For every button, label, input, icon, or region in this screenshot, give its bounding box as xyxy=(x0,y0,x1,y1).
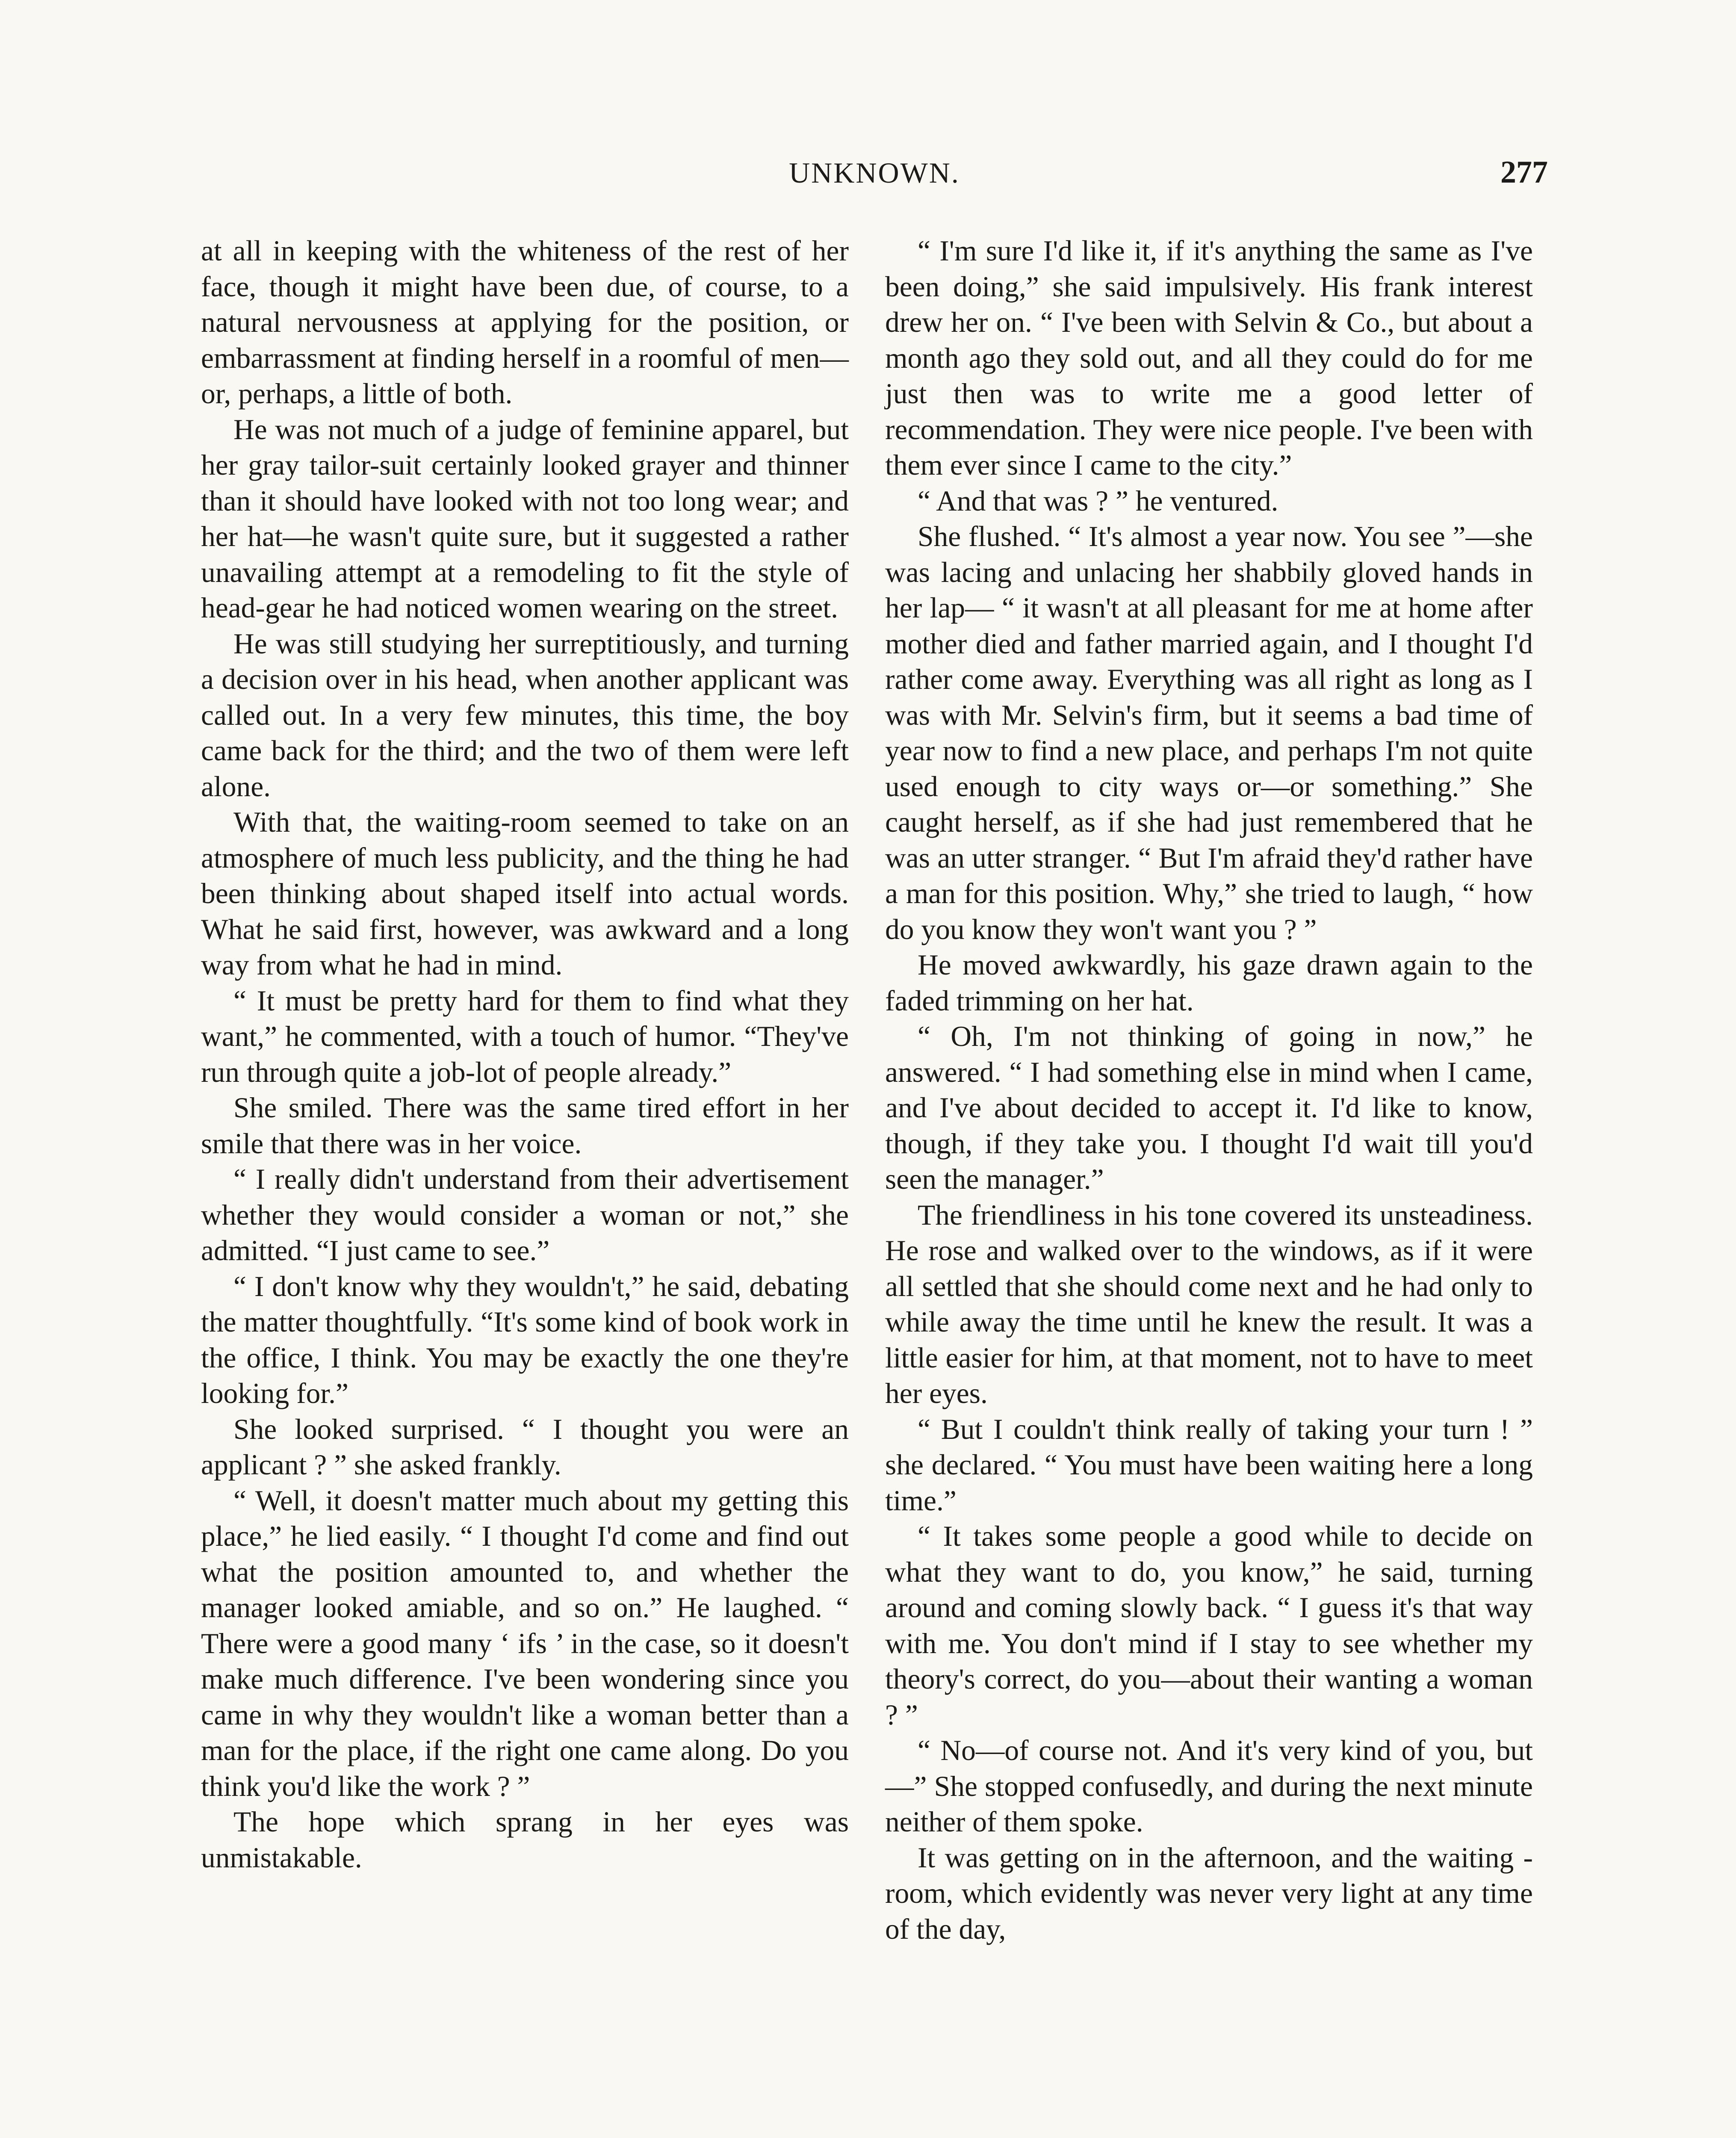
right-column xyxy=(885,233,1533,1947)
paragraph: “ Well, it doesn't matter much about my getting this place,” he lied easily. “ I thought I'd come and find out what the position amounted to, and whether the manager looked amiable, and so on.” He laughed. “ There were a good many ‘ ifs ’ in the case, so it doesn't make much difference. I've been wondering since you came in why they wouldn't like a woman better than a man for the place, if the right one came along. Do you think you'd like the work ? ” xyxy=(201,1484,849,1802)
paragraph: It was getting on in the afternoon, and the waiting - room, which evidently was never very light at any time of the day, xyxy=(885,1841,1533,1945)
page-number: 277 xyxy=(1500,155,1548,190)
paragraph: “ And that was ? ” he ventured. xyxy=(918,484,1278,517)
paragraph: at all in keeping with the whiteness of the rest of her face, though it might have been due, of course, to a natural nervousness at applying for the position, or embarrassment at finding herself in a roomful of men—or, perhaps, a little of both. xyxy=(201,235,849,410)
left-column xyxy=(201,233,849,1875)
paragraph: With that, the waiting-room seemed to take on an atmosphere of much less publicity, and the thing he had been thinking about shaped itself into actual words. What he said first, however, was awkward and a long way from what he had in mind. xyxy=(201,806,849,981)
page-header xyxy=(201,152,1548,199)
paragraph: “ Oh, I'm not thinking of going in now,” he answered. “ I had something else in mind when I came, and I've about decided to accept it. I'd like to know, though, if they take you. I thought I'd wait till you'd seen the manager.” xyxy=(885,1020,1533,1195)
running-head: UNKNOWN. xyxy=(789,157,960,189)
paragraph: “ I'm sure I'd like it, if it's anything the same as I've been doing,” she said impulsively. His frank interest drew her on. “ I've been with Selvin & Co., but about a month ago they sold out, and all they could do for me just then was to write me a good letter of recommendation. They were nice people. I've been with them ever since I came to the city.” xyxy=(885,235,1533,481)
paragraph: The friendliness in his tone covered its unsteadiness. He rose and walked over to the windows, as if it were all settled that she should come next and he had only to while away the time until he knew the result. It was a little easier for him, at that moment, not to have to meet her eyes. xyxy=(885,1199,1533,1409)
paragraph: “ I don't know why they wouldn't,” he said, debating the matter thoughtfully. “It's some kind of book work in the office, I think. You may be exactly the one they're looking for.” xyxy=(201,1270,849,1409)
paragraph: The hope which sprang in her eyes was unmistakable. xyxy=(201,1806,849,1874)
paragraph: She smiled. There was the same tired effort in her smile that there was in her voice. xyxy=(201,1092,849,1160)
paragraph: She looked surprised. “ I thought you were an applicant ? ” she asked frankly. xyxy=(201,1413,849,1481)
paragraph: “ I really didn't understand from their advertisement whether they would consider a woman or not,” she admitted. “I just came to see.” xyxy=(201,1163,849,1267)
paragraph: “ It must be pretty hard for them to find what they want,” he commented, with a touch of humor. “They've run through quite a job-lot of people already.” xyxy=(201,984,849,1088)
paragraph: He was still studying her surreptitiously, and turning a decision over in his head, when another applicant was called out. In a very few minutes, this time, the boy came back for the third; and the two of them were left alone. xyxy=(201,627,849,803)
paragraph: He moved awkwardly, his gaze drawn again to the faded trimming on her hat. xyxy=(885,949,1533,1017)
paragraph: “ It takes some people a good while to decide on what they want to do, you know,” he said, turning around and coming slowly back. “ I guess it's that way with me. You don't mind if I stay to see whether my theory's correct, do you—about their wanting a woman ? ” xyxy=(885,1520,1533,1731)
paragraph: “ No—of course not. And it's very kind of you, but—” She stopped confusedly, and during the next minute neither of them spoke. xyxy=(885,1734,1533,1838)
paragraph: She flushed. “ It's almost a year now. You see ”—she was lacing and unlacing her shabbily gloved hands in her lap— “ it wasn't at all pleasant for me at home after mother died and father married again, and I thought I'd rather come away. Everything was all right as long as I was with Mr. Selvin's firm, but it seems a bad time of year now to find a new place, and perhaps I'm not quite used enough to city ways or—or something.” She caught herself, as if she had just remembered that he was an utter stranger. “ But I'm afraid they'd rather have a man for this position. Why,” she tried to laugh, “ how do you know they won't want you ? ” xyxy=(885,520,1533,945)
paragraph: “ But I couldn't think really of taking your turn ! ” she declared. “ You must have been waiting here a long time.” xyxy=(885,1413,1533,1517)
paragraph: He was not much of a judge of feminine apparel, but her gray tailor-suit certainly looked grayer and thinner than it should have looked with not too long wear; and her hat—he wasn't quite sure, but it suggested a rather unavailing attempt at a remodeling to fit the style of head-gear he had noticed women wearing on the street. xyxy=(201,413,849,624)
